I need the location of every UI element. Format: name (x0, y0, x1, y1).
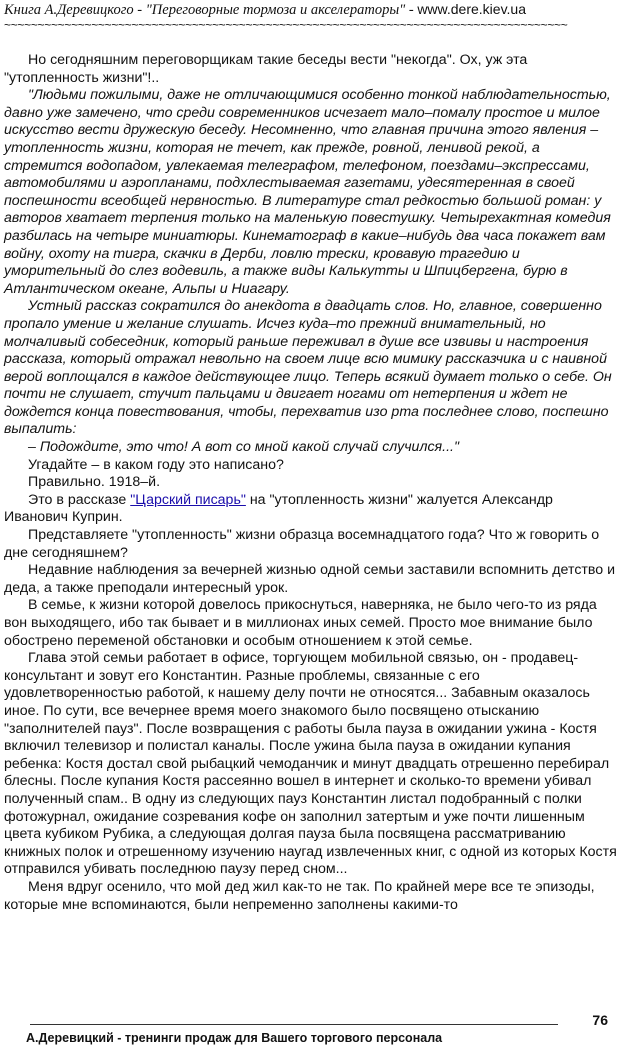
paragraph: Меня вдруг осенило, что мой дед жил как-то не так. По крайней мере все те эпизоды, которые мне вспоминаются, были непременно заполнены какими-то (4, 878, 595, 913)
paragraph-with-link (4, 492, 617, 527)
header-divider: ~~~~~~~~~~~~~~~~~~~~~~~~~~~~~~~~~~~~~~~~~~~~~~~~~~~~~~~~~~~~~~~~~~~~~~~~~~~~~~~~~~~~ (4, 19, 568, 31)
story-link[interactable]: "Царский писарь" (130, 491, 246, 508)
paragraph: Но сегодняшним переговорщикам такие беседы вести "некогда". Ох, уж эта "утопленность жизни"!.. (4, 52, 528, 86)
paragraph: Глава этой семьи работает в офисе, торгующем мобильной связью, он - продавец-консультант и зовут его Константин. Разные проблемы, связанные с его удовлетворенностью работой, к нашему делу почти не относятся... Забавным оказалось иное. По сути, все вечернее время моего знакомого было посвящено отысканию "заполнителей пауз". После возвращения с работы была пауза в ожидании ужина - Костя включил телевизор и полистал каналы. После ужина была пауза в ожидании купания ребенка: Костя достал свой рыбацкий чемоданчик и минут двадцать отрешенно перебирал блесны. После купания Костя рассеянно вошел в интернет и сколько-то времени убивал полученный спам.. В одну из следующих пауз Константин листал подобранный с полки фотожурнал, ожидание созревания кофе он заполнил затертым и уже почти лишенным цвета кубиком Рубика, а следующая долгая пауза была посвящена рассматриванию книжных полок и отрешенному изучению наугад извлеченных книг, с одной из которых Костя отправился убивать последнюю паузу перед сном... (4, 650, 617, 878)
paragraph: Недавние наблюдения за вечерней жизнью одной семьи заставили вспомнить детство и деда, а также преподали интересный урок. (4, 562, 616, 596)
book-title: Книга А.Деревицкого - "Переговорные тормоза и акселераторы" - (4, 2, 418, 18)
paragraph: Представляете "утопленность" жизни образца восемнадцатого года? Что ж говорить о дне сегодняшнем? (4, 527, 600, 561)
quote-paragraph: Устный рассказ сократился до анекдота в двадцать слов. Но, главное, совершенно пропало умение и желание слушать. Исчез куда–то прежний внимательный, но молчаливый собеседник, который раньше переживал в душе все извивы и настроения рассказа, который отражал невольно на своем лице всю мимику рассказчика и с наивной верой воплощался в каждое действующее лицо. Теперь всякий думает только о себе. Он почти не слушает, стучит пальцами и двигает ногами от нетерпения и ждет не дождется конца повествования, чтобы, перехватив изо рта последнее слово, поспешно выпалить: (4, 298, 612, 438)
paragraph: Правильно. 1918–й. (28, 474, 161, 491)
paragraph: Угадайте – в каком году это написано? (28, 456, 284, 473)
footer-text: А.Деревицкий - тренинги продаж для Вашего торгового персонала (26, 1031, 443, 1045)
text-segment: Это в рассказе (28, 491, 131, 508)
page-number: 76 (592, 1012, 608, 1028)
footer-divider (30, 1024, 558, 1025)
quote-paragraph: "Людьми пожилыми, даже не отличающимися особенно тонкой наблюдательностью, давно уже замечено, что среди современников исчезает мало–помалу простое и милое искусство вести дружескую беседу. Несомненно, что главная причина этого явления – утопленность жизни, которая не течет, как прежде, ровной, ленивой рекой, а стремится водопадом, увлекаемая телеграфом, телефоном, поездами–экспрессами, автомобилями и аэропланами, подхлестываемая газетами, удесятеренная в своей поспешности всеобщей нервностью. В литературе стал редкостью большой роман: у авторов хватает терпения только на маленькую повестушку. Четырехактная комедия разбилась на четыре миниатюры. Кинематограф в какие–нибудь два часа покажет вам войну, охоту на тигра, скачки в Дерби, ловлю трески, кровавую трагедию и уморительный до слез водевиль, а также виды Калькутты и Шпицбергена, бурю в Атлантическом океане, Альпы и Ниагару. (4, 87, 611, 297)
page-body (4, 52, 617, 914)
quote-paragraph: – Подождите, это что! А вот со мной какой случай случился..." (28, 439, 459, 456)
header-line (4, 0, 616, 19)
text-segment: на "утопленность жизни" жалуется Александр Иванович Куприн. (4, 491, 553, 526)
page-header (4, 0, 616, 31)
paragraph: В семье, к жизни которой довелось прикоснуться, наверняка, не было чего-то из ряда вон выходящего, ибо так бывает и в миллионах иных семей. Просто мое внимание было обострено переменой обстановки и особым отношением к этой семье. (4, 597, 597, 649)
website-link[interactable]: www.dere.kiev.ua (417, 1, 526, 17)
